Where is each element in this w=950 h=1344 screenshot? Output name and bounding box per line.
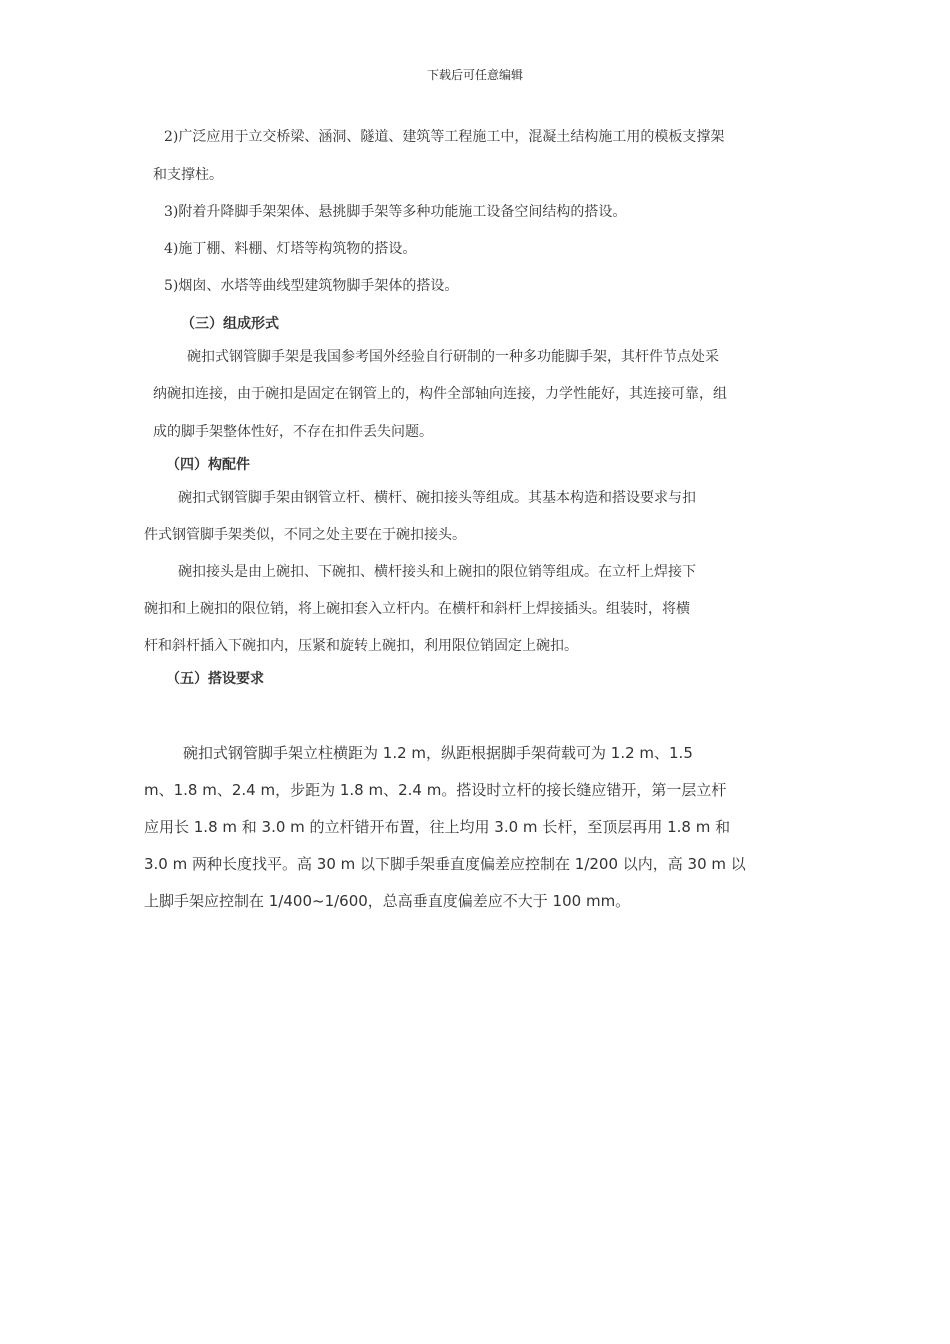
text-line: 碗扣式钢管脚手架立柱横距为 1.2 m，纵距根据脚手架荷载可为 1.2 m、1.5 (183, 744, 693, 762)
text-line: 件式钢管脚手架类似，不同之处主要在于碗扣接头。 (144, 527, 466, 543)
section-heading: （四）构配件 (166, 457, 250, 473)
section-heading: （五）搭设要求 (166, 671, 264, 687)
text-line: 杆和斜杆插入下碗扣内，压紧和旋转上碗扣，利用限位销固定上碗扣。 (144, 638, 578, 654)
text-line: 4)施丁棚、料棚、灯塔等构筑物的搭设。 (164, 241, 417, 257)
text-line: 成的脚手架整体性好，不存在扣件丢失问题。 (153, 424, 433, 440)
text-line: 应用长 1.8 m 和 3.0 m 的立杆错开布置，往上均用 3.0 m 长杆，至顶层再用 1.8 m 和 (144, 818, 731, 836)
text-line: 碗扣和上碗扣的限位销，将上碗扣套入立杆内。在横杆和斜杆上焊接插头。组装时，将横 (144, 601, 690, 617)
text-line: 3)附着升降脚手架架体、悬挑脚手架等多种功能施工设备空间结构的搭设。 (164, 204, 627, 220)
text-line: 和支撑柱。 (153, 167, 223, 183)
text-line: 上脚手架应控制在 1/400~1/600，总高垂直度偏差应不大于 100 mm。 (144, 892, 631, 910)
section-heading: （三）组成形式 (181, 316, 279, 332)
page-header: 下载后可任意编辑 (426, 68, 523, 82)
text-line: m、1.8 m、2.4 m，步距为 1.8 m、2.4 m。搭设时立杆的接长缝应错开，第一层立杆 (144, 781, 727, 799)
text-line: 碗扣式钢管脚手架由钢管立杆、横杆、碗扣接头等组成。其基本构造和搭设要求与扣 (178, 490, 696, 506)
text-line: 纳碗扣连接，由于碗扣是固定在钢管上的，构件全部轴向连接，力学性能好，其连接可靠，组 (153, 386, 727, 402)
text-line: 碗扣接头是由上碗扣、下碗扣、横杆接头和上碗扣的限位销等组成。在立杆上焊接下 (178, 564, 696, 580)
text-line: 3.0 m 两种长度找平。高 30 m 以下脚手架垂直度偏差应控制在 1/200 以内，高 30 m 以 (144, 855, 746, 873)
text-line: 5)烟囱、水塔等曲线型建筑物脚手架体的搭设。 (164, 278, 459, 294)
text-line: 碗扣式钢管脚手架是我国参考国外经验自行研制的一种多功能脚手架，其杆件节点处采 (187, 349, 719, 365)
text-line: 2)广泛应用于立交桥梁、涵洞、隧道、建筑等工程施工中，混凝土结构施工用的模板支撑架 (164, 129, 725, 145)
